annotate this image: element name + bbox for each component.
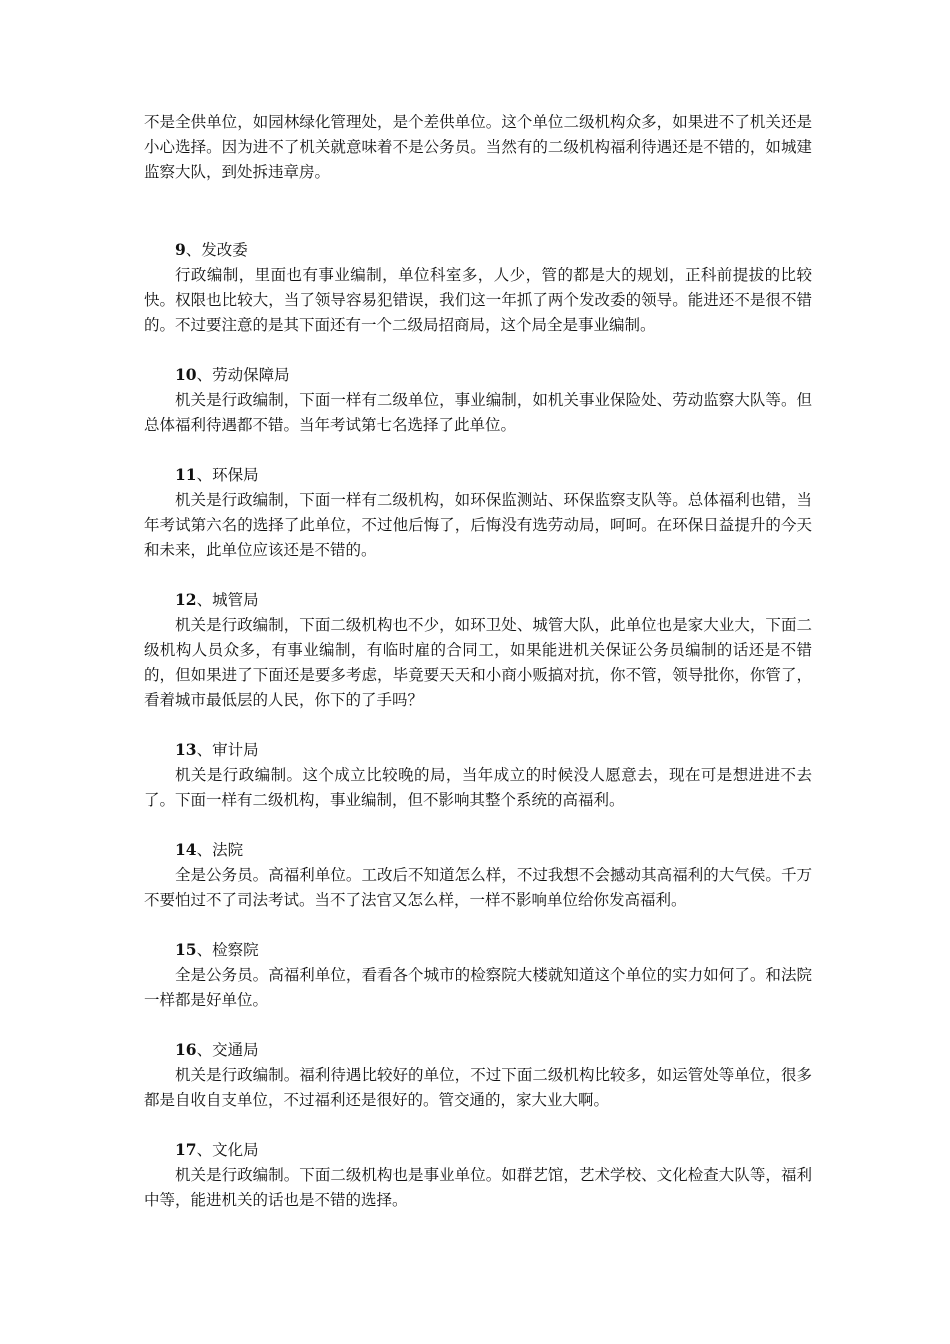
section-number: 16 xyxy=(175,1040,197,1059)
section-title: 、交通局 xyxy=(196,1041,259,1059)
section-title: 、发改委 xyxy=(185,241,248,259)
section-body: 机关是行政编制。下面二级机构也是事业单位。如群艺馆，艺术学校、文化检查大队等，福利中等，能进机关的话也是不错的选择。 xyxy=(144,1166,812,1209)
section-heading xyxy=(144,462,812,488)
section-13 xyxy=(144,737,812,813)
section-body: 机关是行政编制，下面一样有二级机构，如环保监测站、环保监察支队等。总体福利也错，当年考试第六名的选择了此单位，不过他后悔了，后悔没有选劳动局，呵呵。在环保日益提升的今天和未来，此单位应该还是不错的。 xyxy=(144,491,812,559)
document-page xyxy=(144,110,812,1237)
section-body: 机关是行政编制。福利待遇比较好的单位，不过下面二级机构比较多，如运管处等单位，很多都是自收自支单位，不过福利还是很好的。管交通的，家大业大啊。 xyxy=(144,1066,812,1109)
section-title: 、法院 xyxy=(196,841,244,859)
section-body: 行政编制，里面也有事业编制，单位科室多，人少，管的都是大的规划，正科前提拔的比较快。权限也比较大，当了领导容易犯错误，我们这一年抓了两个发改委的领导。能进还不是很不错的。不过要注意的是其下面还有一个二级局招商局，这个局全是事业编制。 xyxy=(144,266,812,334)
section-body: 全是公务员。高福利单位，看看各个城市的检察院大楼就知道这个单位的实力如何了。和法院一样都是好单位。 xyxy=(144,966,812,1009)
section-heading xyxy=(144,362,812,388)
section-9 xyxy=(144,237,812,338)
section-number: 14 xyxy=(175,840,197,859)
section-number: 17 xyxy=(175,1140,197,1159)
section-body: 机关是行政编制，下面一样有二级单位，事业编制，如机关事业保险处、劳动监察大队等。但总体福利待遇都不错。当年考试第七名选择了此单位。 xyxy=(144,391,812,434)
section-10 xyxy=(144,362,812,438)
section-title: 、环保局 xyxy=(196,466,259,484)
section-title: 、检察院 xyxy=(196,941,259,959)
section-16 xyxy=(144,1037,812,1113)
intro-paragraph: 不是全供单位，如园林绿化管理处，是个差供单位。这个单位二级机构众多，如果进不了机关还是小心选择。因为进不了机关就意味着不是公务员。当然有的二级机构福利待遇还是不错的，如城建监察大队，到处拆违章房。 xyxy=(144,113,812,181)
section-heading xyxy=(144,1037,812,1063)
section-number: 11 xyxy=(175,465,197,484)
section-number: 12 xyxy=(175,590,197,609)
section-heading xyxy=(144,1137,812,1163)
section-body: 全是公务员。高福利单位。工改后不知道怎么样，不过我想不会撼动其高福利的大气侯。千万不要怕过不了司法考试。当不了法官又怎么样，一样不影响单位给你发高福利。 xyxy=(144,866,812,909)
section-body: 机关是行政编制，下面二级机构也不少，如环卫处、城管大队，此单位也是家大业大，下面二级机构人员众多，有事业编制，有临时雇的合同工，如果能进机关保证公务员编制的话还是不错的，但如果进了下面还是要多考虑，毕竟要天天和小商小贩搞对抗，你不管，领导批你，你管了，看着城市最低层的人民，你下的了手吗？ xyxy=(144,616,812,709)
section-number: 9 xyxy=(175,240,186,259)
section-title: 、城管局 xyxy=(196,591,259,609)
section-title: 、审计局 xyxy=(196,741,259,759)
section-number: 10 xyxy=(175,365,197,384)
section-body: 机关是行政编制。这个成立比较晚的局，当年成立的时候没人愿意去，现在可是想进进不去了。下面一样有二级机构，事业编制，但不影响其整个系统的高福利。 xyxy=(144,766,812,809)
section-number: 13 xyxy=(175,740,197,759)
section-heading xyxy=(144,837,812,863)
section-title: 、文化局 xyxy=(196,1141,259,1159)
section-11 xyxy=(144,462,812,563)
section-17 xyxy=(144,1137,812,1213)
section-15 xyxy=(144,937,812,1013)
section-12 xyxy=(144,587,812,713)
section-heading xyxy=(144,237,812,263)
section-number: 15 xyxy=(175,940,197,959)
section-14 xyxy=(144,837,812,913)
section-title: 、劳动保障局 xyxy=(196,366,290,384)
section-heading xyxy=(144,737,812,763)
section-heading xyxy=(144,937,812,963)
section-heading xyxy=(144,587,812,613)
